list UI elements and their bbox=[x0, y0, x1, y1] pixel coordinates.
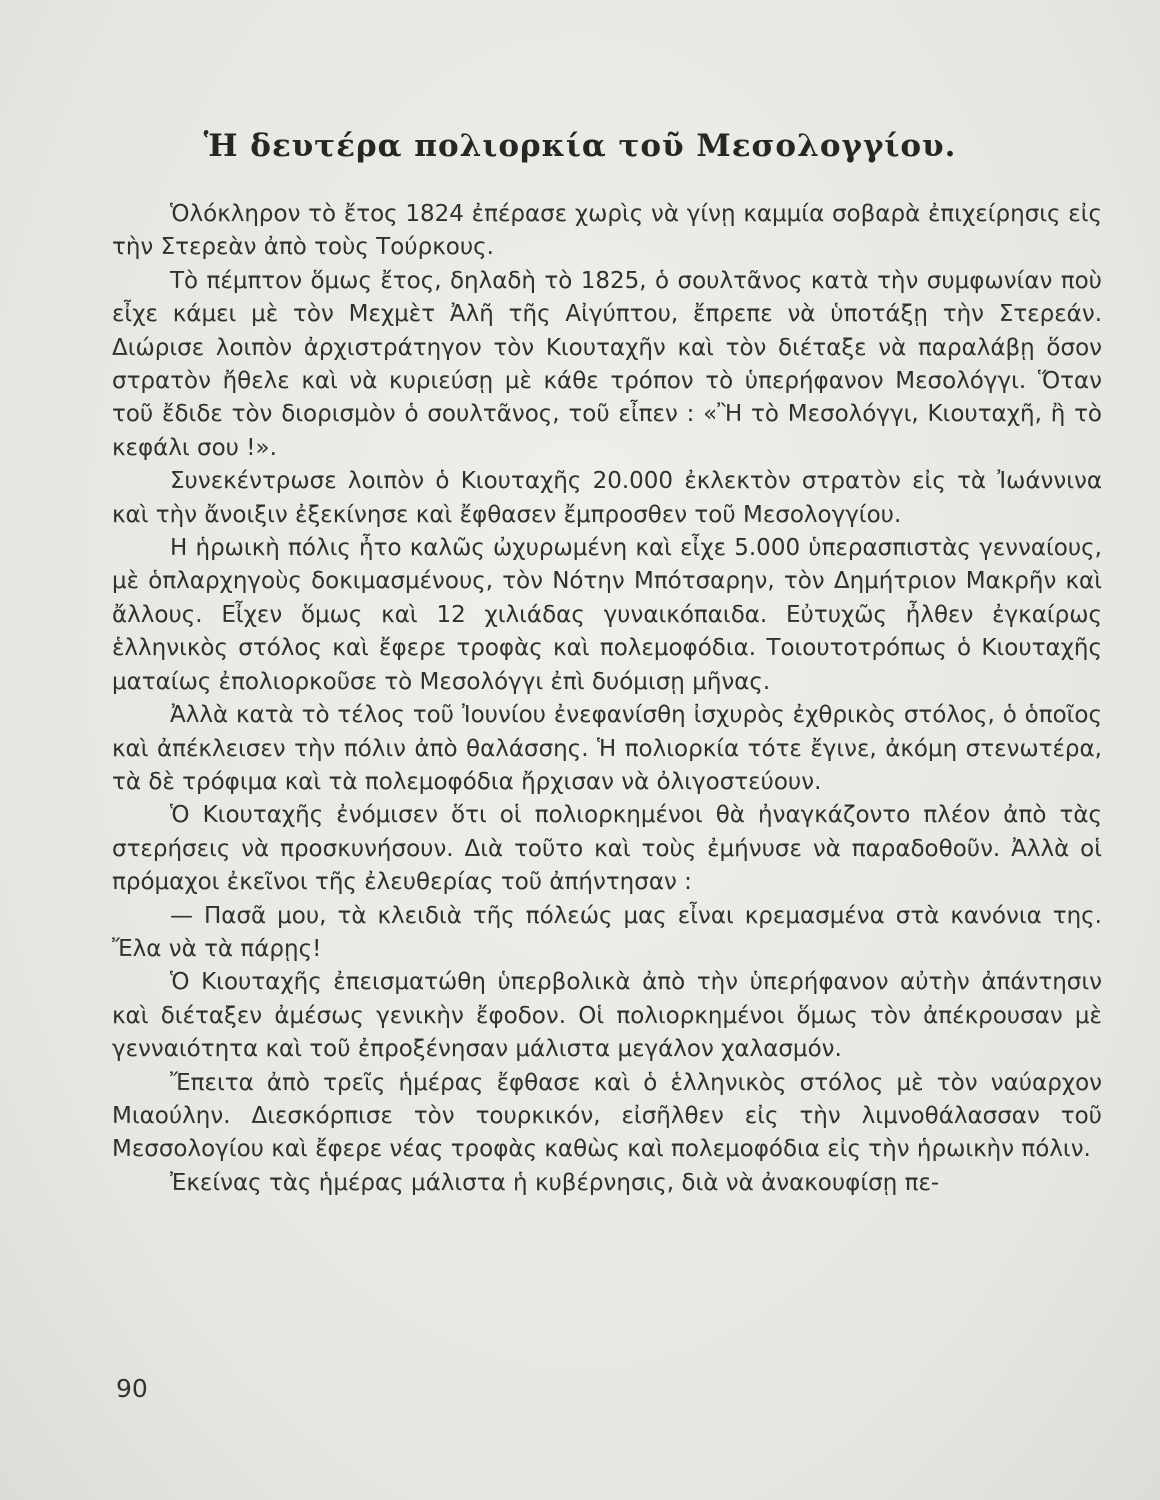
page-number: 90 bbox=[116, 1374, 148, 1403]
paragraph-10: Ἐκείνας τὰς ἡμέρας μάλιστα ἡ κυβέρνησις, διὰ νὰ ἀνακουφίσῃ πε- bbox=[170, 1169, 940, 1196]
paragraph-1: Ὁλόκληρον τὸ ἔτος 1824 ἐπέρασε χωρὶς νὰ γίνῃ καμμία σοβαρὰ ἐπιχείρησις εἰς τὴν Στερεὰν ἀπὸ τοὺς Τούρκους. bbox=[112, 201, 1102, 261]
paragraph-9: Ἔπειτα ἀπὸ τρεῖς ἡμέρας ἔφθασε καὶ ὁ ἑλληνικὸς στόλος μὲ τὸν ναύαρχον Μιαούλην. Διεσκόρπισε τὸν τουρκικόν, εἰσῆλθεν εἰς τὴν λιμνοθάλασσαν τοῦ Μεσσολογίου καὶ ἔφερε νέας τροφὰς καθὼς καὶ πολεμοφόδια εἰς τὴν ἡρωικὴν πόλιν. bbox=[112, 1069, 1102, 1163]
chapter-title: Ἡ δευτέρα πολιορκία τοῦ Μεσολογγίου. bbox=[203, 128, 957, 164]
paragraph-8: Ὁ Κιουταχῆς ἐπεισματώθη ὑπερβολικὰ ἀπὸ τὴν ὑπερήφανον αὐτὴν ἀπάντησιν καὶ διέταξεν ἀμέσως γενικὴν ἔφοδον. Οἱ πολιορκημένοι ὅμως τὸν ἀπέκρουσαν μὲ γενναιότητα καὶ τοῦ ἐπροξένησαν μάλιστα μεγάλον χαλασμόν. bbox=[112, 969, 1102, 1063]
paragraph-3: Συνεκέντρωσε λοιπὸν ὁ Κιουταχῆς 20.000 ἐκλεκτὸν στρατὸν εἰς τὰ Ἰωάννινα καὶ τὴν ἄνοιξιν ἐξεκίνησε καὶ ἔφθασεν ἔμπροσθεν τοῦ Μεσολογγίου. bbox=[112, 468, 1102, 528]
body-text bbox=[112, 198, 1102, 1200]
paragraph-2: Τὸ πέμπτον ὅμως ἔτος, δηλαδὴ τὸ 1825, ὁ σουλτᾶνος κατὰ τὴν συμφωνίαν ποὺ εἶχε κάμει μὲ τὸν Μεχμὲτ Ἀλῆ τῆς Αἰγύπτου, ἔπρεπε νὰ ὑποτάξῃ τὴν Στερεάν. Διώρισε λοιπὸν ἀρχιστράτηγον τὸν Κιουταχῆν καὶ τὸν διέταξε νὰ παραλάβῃ ὅσον στρατὸν ἤθελε καὶ νὰ κυριεύσῃ μὲ κάθε τρόπον τὸ ὑπερήφανον Μεσολόγγι. Ὅταν τοῦ ἔδιδε τὸν διορισμὸν ὁ σουλτᾶνος, τοῦ εἶπεν : «Ἢ τὸ Μεσολόγγι, Κιουταχῆ, ἢ τὸ κεφάλι σου !». bbox=[112, 267, 1102, 461]
paragraph-5: Ἀλλὰ κατὰ τὸ τέλος τοῦ Ἰουνίου ἐνεφανίσθη ἰσχυρὸς ἐχθρικὸς στόλος, ὁ ὁποῖος καὶ ἀπέκλεισεν τὴν πόλιν ἀπὸ θαλάσσης. Ἡ πολιορκία τότε ἔγινε, ἀκόμη στενωτέρα, τὰ δὲ τρόφιμα καὶ τὰ πολεμοφόδια ἤρχισαν νὰ ὀλιγοστεύουν. bbox=[112, 702, 1102, 795]
paragraph-6: Ὁ Κιουταχῆς ἐνόμισεν ὅτι οἱ πολιορκημένοι θὰ ἠναγκάζοντο πλέον ἀπὸ τὰς στερήσεις νὰ προσκυνήσουν. Διὰ τοῦτο καὶ τοὺς ἐμήνυσε νὰ παραδοθοῦν. Ἀλλὰ οἱ πρόμαχοι ἐκεῖνοι τῆς ἐλευθερίας τοῦ ἀπήντησαν : bbox=[112, 802, 1102, 896]
paragraph-4: Η ἡρωικὴ πόλις ἦτο καλῶς ὠχυρωμένη καὶ εἶχε 5.000 ὑπερασπιστὰς γενναίους, μὲ ὁπλαρχηγοὺς δοκιμασμένους, τὸν Νότην Μπότσαρην, τὸν Δημήτριον Μακρῆν καὶ ἄλλους. Εἶχεν ὅμως καὶ 12 χιλιάδας γυναικόπαιδα. Εὐτυχῶς ἦλθεν ἐγκαίρως ἑλληνικὸς στόλος καὶ ἔφερε τροφὰς καὶ πολεμοφόδια. Τοιουτοτρόπως ὁ Κιουταχῆς ματαίως ἐπολιορκοῦσε τὸ Μεσολόγγι ἐπὶ δυόμισῃ μῆνας. bbox=[112, 535, 1102, 695]
paragraph-7-dialogue: — Πασᾶ μου, τὰ κλειδιὰ τῆς πόλεώς μας εἶναι κρεμασμένα στὰ κανόνια της. Ἔλα νὰ τὰ πάρῃς! bbox=[112, 902, 1102, 962]
